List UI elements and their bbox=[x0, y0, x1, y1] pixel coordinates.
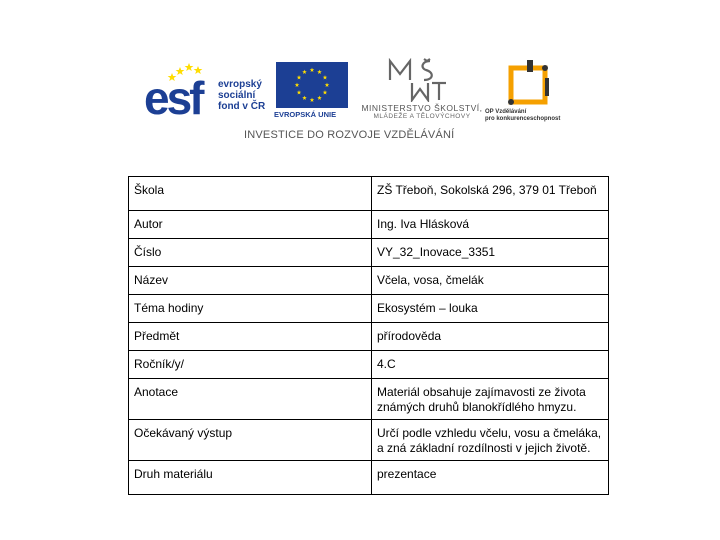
eu-logo bbox=[274, 62, 350, 122]
row-label: Anotace bbox=[129, 379, 372, 420]
op-mark-icon bbox=[501, 60, 557, 110]
eu-star bbox=[317, 70, 322, 74]
eu-flag-icon bbox=[276, 62, 348, 108]
esf-line3: fond v ČR bbox=[218, 101, 266, 112]
row-value: přírodověda bbox=[372, 323, 609, 351]
msmt-line1: MINISTERSTVO ŠKOLSTVÍ, bbox=[361, 103, 483, 113]
table-row bbox=[129, 211, 609, 239]
row-label: Předmět bbox=[129, 323, 372, 351]
esf-logo bbox=[144, 61, 266, 123]
table-row bbox=[129, 295, 609, 323]
table-row bbox=[129, 239, 609, 267]
row-label: Autor bbox=[129, 211, 372, 239]
msmt-mark-icon bbox=[386, 58, 448, 102]
eu-star bbox=[297, 90, 302, 94]
table-row bbox=[129, 267, 609, 295]
row-label: Číslo bbox=[129, 239, 372, 267]
logo-bar bbox=[140, 58, 580, 148]
row-label: Druh materiálu bbox=[129, 461, 372, 495]
eu-star bbox=[295, 83, 300, 87]
eu-star bbox=[325, 83, 330, 87]
row-value: Včela, vosa, čmelák bbox=[372, 267, 609, 295]
row-value: prezentace bbox=[372, 461, 609, 495]
eu-star bbox=[323, 90, 328, 94]
table-row bbox=[129, 351, 609, 379]
eu-star bbox=[310, 98, 315, 102]
eu-star bbox=[302, 70, 307, 74]
eu-star bbox=[317, 96, 322, 100]
eu-star bbox=[297, 75, 302, 79]
op-logo bbox=[485, 60, 585, 124]
table-row bbox=[129, 379, 609, 420]
row-value: Ing. Iva Hlásková bbox=[372, 211, 609, 239]
row-label: Název bbox=[129, 267, 372, 295]
row-label: Téma hodiny bbox=[129, 295, 372, 323]
op-line1: OP Vzdělávání bbox=[485, 109, 527, 115]
esf-line1: evropský bbox=[218, 79, 262, 90]
eu-star bbox=[310, 68, 315, 72]
row-value: Určí podle vzhledu včelu, vosu a čmeláka, a zná základní rozdílnosti v jejich životě. bbox=[372, 420, 609, 461]
table-row bbox=[129, 461, 609, 495]
row-value: ZŠ Třeboň, Sokolská 296, 379 01 Třeboň bbox=[372, 177, 609, 211]
op-caption bbox=[485, 109, 585, 123]
eu-caption: EVROPSKÁ UNIE bbox=[274, 110, 337, 119]
row-label: Očekávaný výstup bbox=[129, 420, 372, 461]
msmt-logo bbox=[356, 58, 488, 122]
row-label: Ročník/y/ bbox=[129, 351, 372, 379]
eu-star bbox=[323, 75, 328, 79]
row-value: VY_32_Inovace_3351 bbox=[372, 239, 609, 267]
row-value: Materiál obsahuje zajímavosti ze života známých druhů blanokřídlého hmyzu. bbox=[372, 379, 609, 420]
row-label: Škola bbox=[129, 177, 372, 211]
table-row bbox=[129, 323, 609, 351]
esf-letters: esf bbox=[144, 72, 202, 124]
eu-star bbox=[302, 96, 307, 100]
tagline: INVESTICE DO ROZVOJE VZDĚLÁVÁNÍ bbox=[244, 129, 455, 141]
esf-line2: sociální bbox=[218, 90, 256, 101]
row-value: Ekosystém – louka bbox=[372, 295, 609, 323]
info-table bbox=[128, 176, 609, 495]
table-row bbox=[129, 420, 609, 461]
table-row bbox=[129, 177, 609, 211]
op-line2: pro konkurenceschopnost bbox=[485, 116, 561, 122]
msmt-line2: MLÁDEŽE A TĚLOVÝCHOVY bbox=[373, 113, 471, 120]
row-value: 4.C bbox=[372, 351, 609, 379]
esf-caption bbox=[218, 79, 265, 112]
